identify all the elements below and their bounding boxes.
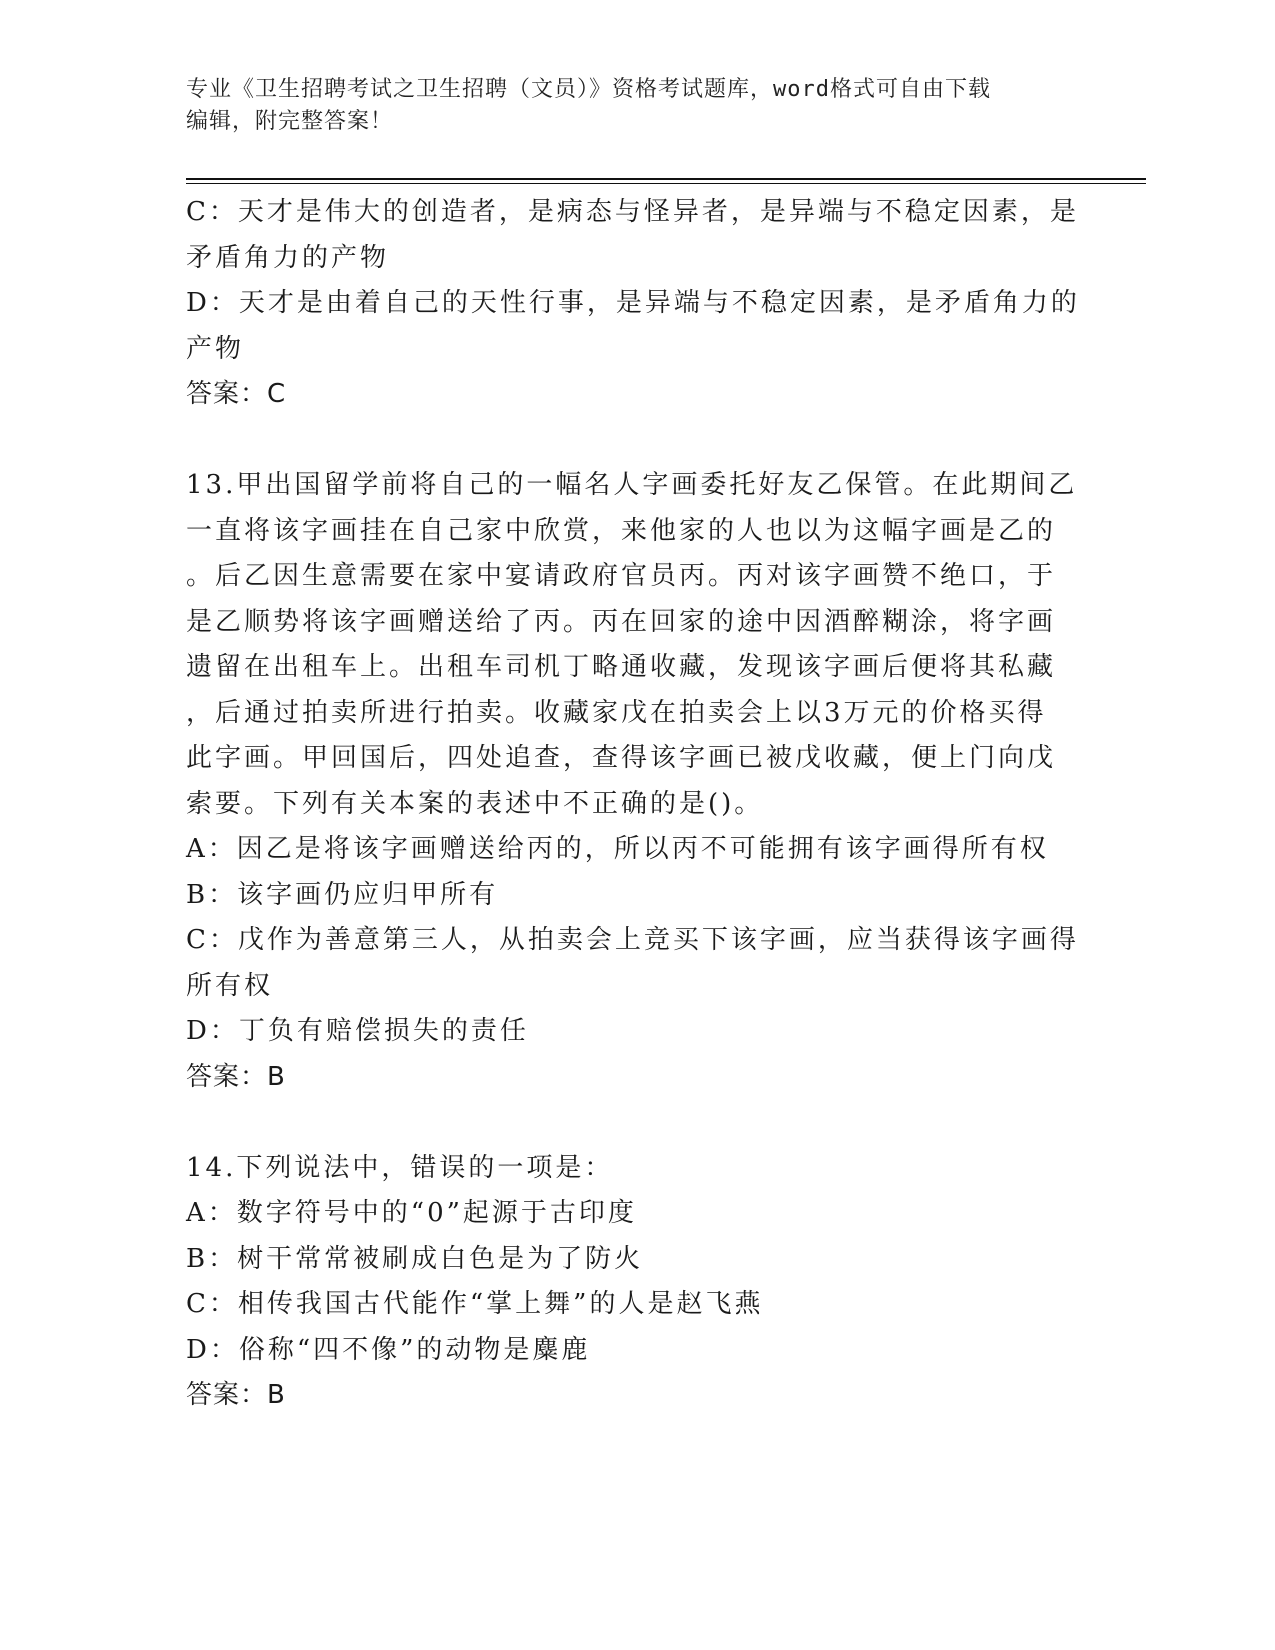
option-d-line-1: D：天才是由着自己的天性行事，是异端与不稳定因素，是矛盾角力的 — [186, 288, 1080, 318]
question-stem-line: 此字画。甲回国后，四处追查，查得该字画已被戊收藏，便上门向戊 — [186, 743, 1057, 773]
option-a: A：数字符号中的“0”起源于古印度 — [186, 1198, 637, 1228]
answer: 答案：B — [186, 1061, 286, 1092]
option-c-line-2: 矛盾角力的产物 — [186, 242, 390, 273]
question-stem-line: 遗留在出租车上。出租车司机丁略通收藏，发现该字画后便将其私藏 — [186, 652, 1057, 682]
question-stem-line: 是乙顺势将该字画赠送给了丙。丙在回家的途中因酒醉糊涂，将字画 — [186, 606, 1057, 637]
question-14 — [186, 1146, 1086, 1419]
question-stem-line: 14.下列说法中，错误的一项是： — [186, 1152, 614, 1183]
answer: 答案：B — [186, 1380, 286, 1410]
question-stem-line: ，后通过拍卖所进行拍卖。收藏家戊在拍卖会上以3万元的价格买得 — [186, 697, 1047, 728]
spacer — [186, 1100, 1086, 1146]
question-13 — [186, 463, 1086, 1100]
document-body — [186, 190, 1086, 1419]
document-header — [186, 74, 1066, 138]
option-d: D：丁负有赔偿损失的责任 — [186, 1016, 529, 1046]
option-a: A：因乙是将该字画赠送给丙的，所以丙不可能拥有该字画得所有权 — [186, 834, 1049, 864]
header-rule-thin — [186, 183, 1146, 184]
option-b: B：该字画仍应归甲所有 — [186, 879, 499, 910]
option-c: C：相传我国古代能作“掌上舞”的人是赵飞燕 — [186, 1289, 764, 1319]
option-c-line-1: C：戊作为善意第三人，从拍卖会上竞买下该字画，应当获得该字画得 — [186, 925, 1079, 955]
option-d-line-2: 产物 — [186, 333, 245, 364]
option-c-line-1: C：天才是伟大的创造者，是病态与怪异者，是异端与不稳定因素，是 — [186, 197, 1079, 227]
question-stem-line: 一直将该字画挂在自己家中欣赏，来他家的人也以为这幅字画是乙的 — [186, 515, 1057, 546]
option-b: B：树干常常被刷成白色是为了防火 — [186, 1243, 644, 1274]
header-rule-thick — [186, 178, 1146, 180]
question-12 — [186, 190, 1086, 418]
header-line-2: 编辑，附完整答案！ — [186, 109, 394, 134]
option-c-line-2: 所有权 — [186, 970, 274, 1001]
question-stem-line: 13.甲出国留学前将自己的一幅名人字画委托好友乙保管。在此期间乙 — [186, 470, 1078, 500]
option-d: D：俗称“四不像”的动物是麋鹿 — [186, 1334, 591, 1365]
spacer — [186, 418, 1086, 464]
header-line-1: 专业《卫生招聘考试之卫生招聘（文员）》资格考试题库，word格式可自由下载 — [186, 77, 991, 102]
answer: 答案：C — [186, 379, 287, 409]
question-stem-line: 。后乙因生意需要在家中宴请政府官员丙。丙对该字画赞不绝口，于 — [186, 561, 1057, 591]
question-stem-line: 索要。下列有关本案的表述中不正确的是()。 — [186, 788, 764, 819]
